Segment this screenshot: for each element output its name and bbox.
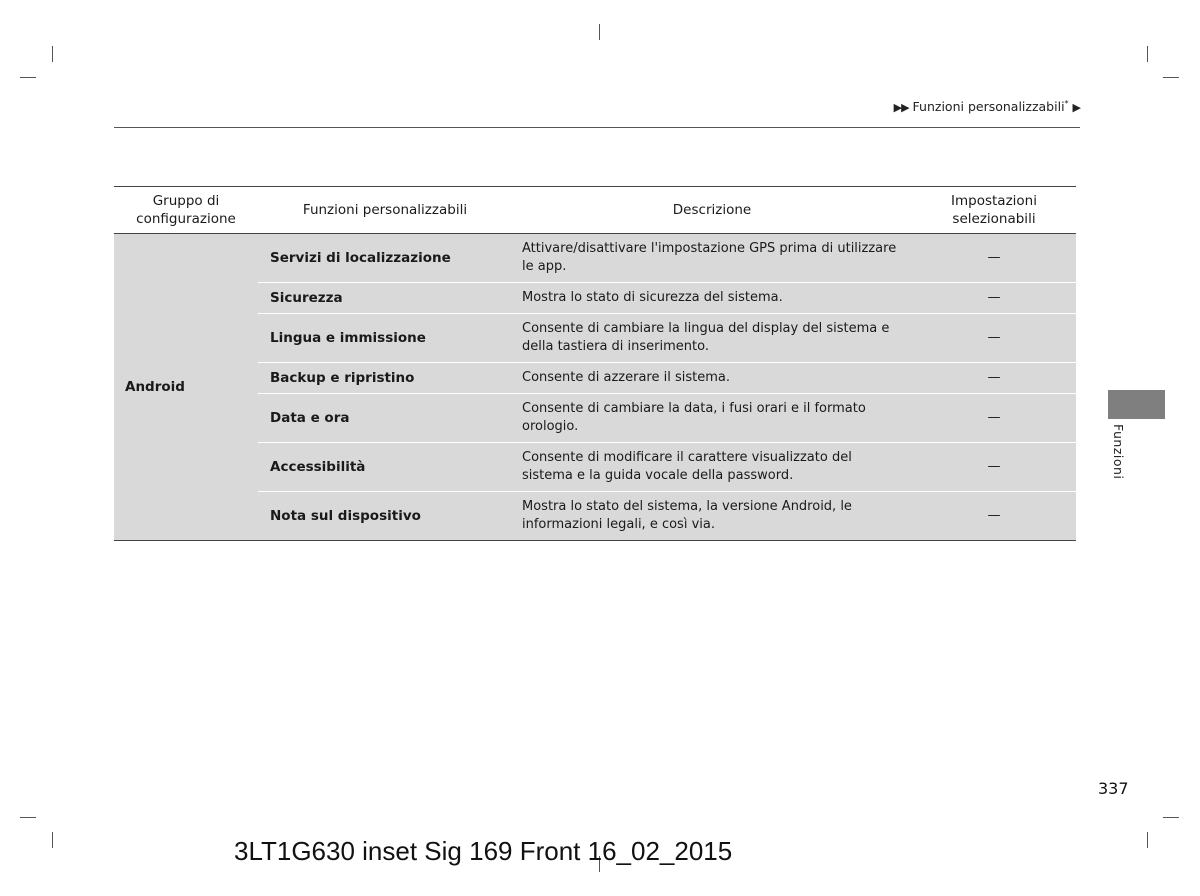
function-cell: Data e ora <box>258 394 512 443</box>
table-row <box>114 283 1076 314</box>
table-row <box>114 492 1076 541</box>
description-cell: Consente di cambiare la data, i fusi orari e il formato orologio. <box>512 394 912 443</box>
page-number: 337 <box>1098 779 1129 798</box>
column-header-group-label: Gruppo di configurazione <box>136 193 236 227</box>
crop-mark <box>1163 817 1179 818</box>
function-cell: Lingua e immissione <box>258 314 512 363</box>
description-cell: Consente di azzerare il sistema. <box>512 363 912 394</box>
value-cell: — <box>912 492 1076 541</box>
table-row <box>114 314 1076 363</box>
description-cell: Mostra lo stato del sistema, la versione Android, le informazioni legali, e così via. <box>512 492 912 541</box>
value-cell: — <box>912 234 1076 283</box>
column-header-settings <box>912 187 1076 234</box>
function-cell: Servizi di localizzazione <box>258 234 512 283</box>
description-cell: Mostra lo stato di sicurezza del sistema. <box>512 283 912 314</box>
function-cell: Sicurezza <box>258 283 512 314</box>
crop-mark <box>1163 77 1179 78</box>
table-header-row <box>114 187 1076 234</box>
header-rule <box>114 127 1080 128</box>
function-cell: Nota sul dispositivo <box>258 492 512 541</box>
crop-mark <box>1147 46 1148 62</box>
settings-table <box>114 186 1076 541</box>
description-cell: Attivare/disattivare l'impostazione GPS prima di utilizzare le app. <box>512 234 912 283</box>
crop-mark <box>599 24 600 40</box>
value-cell: — <box>912 363 1076 394</box>
crop-mark <box>20 817 36 818</box>
value-cell: — <box>912 394 1076 443</box>
column-header-settings-label: Impostazioni selezionabili <box>951 193 1037 227</box>
function-cell: Backup e ripristino <box>258 363 512 394</box>
description-cell: Consente di modificare il carattere visualizzato del sistema e la guida vocale della password. <box>512 443 912 492</box>
crop-mark <box>52 46 53 62</box>
value-cell: — <box>912 283 1076 314</box>
column-header-group <box>114 187 258 234</box>
crop-mark <box>20 77 36 78</box>
breadcrumb-end-arrow: ▶ <box>1072 101 1080 115</box>
breadcrumb-star: * <box>1064 99 1069 108</box>
table-row <box>114 234 1076 283</box>
description-cell: Consente di cambiare la lingua del display del sistema e della tastiera di inserimento. <box>512 314 912 363</box>
function-cell: Accessibilità <box>258 443 512 492</box>
table-row <box>114 443 1076 492</box>
group-cell: Android <box>114 234 258 541</box>
section-tab[interactable] <box>1108 390 1165 419</box>
value-cell: — <box>912 314 1076 363</box>
value-cell: — <box>912 443 1076 492</box>
table-row <box>114 363 1076 394</box>
breadcrumb[interactable] <box>894 99 1080 114</box>
table-row <box>114 394 1076 443</box>
column-header-function: Funzioni personalizzabili <box>258 187 512 234</box>
column-header-description: Descrizione <box>512 187 912 234</box>
crop-mark <box>1147 832 1148 848</box>
section-tab-label: Funzioni <box>1111 424 1126 480</box>
breadcrumb-arrows: ▶▶ <box>893 101 909 115</box>
crop-mark <box>52 832 53 848</box>
print-code: 3LT1G630 inset Sig 169 Front 16_02_2015 <box>234 836 733 866</box>
breadcrumb-text: Funzioni personalizzabili <box>912 99 1065 115</box>
